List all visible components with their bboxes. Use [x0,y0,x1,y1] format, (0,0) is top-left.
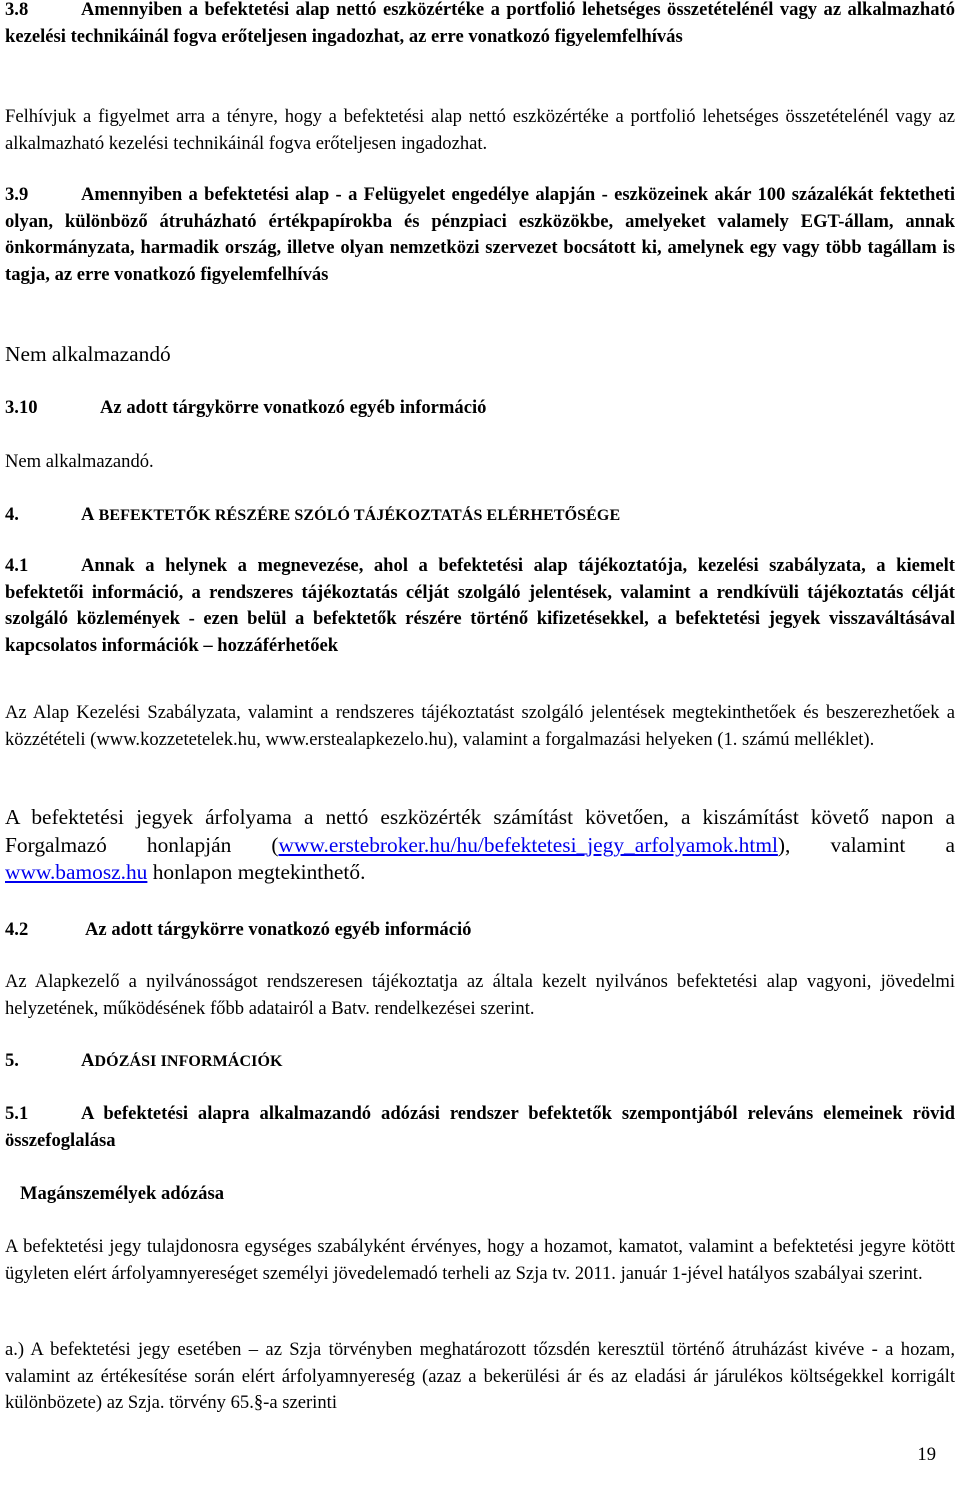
section-number: 4.1 [5,555,29,576]
section-5-1-text: A befektetési jegy tulajdonosra egységes szabályként érvényes, hogy a hozamot, kamatot, valamint a befektetési jegyre kötött ügyleten elért árfolyamnyereséget személyi jövedelemadó terheli az Szja tv. 2011. január 1-jével hatályos szabályai szerint. [5,1236,955,1284]
section-4-1-text: Az Alap Kezelési Szabályzata, valamint a rendszeres tájékoztatást szolgáló jelentések megtekinthetőek és beszerezhetőek a közzétételi (www.kozzetetelek.hu, www.erstealapkezelo.hu), valamint a forgalmazási helyeken (1. számú melléklet). [5,702,955,750]
section-number: 4. [5,504,19,525]
section-4-2-heading [5,917,955,944]
section-3-9-heading [5,182,955,288]
section-title: A befektetési alapra alkalmazandó adózási rendszer befektetők szempontjából releváns elemeinek rövid összefoglalása [5,1103,955,1151]
page-number: 19 [917,1444,936,1465]
section-3-10-text: Nem alkalmazandó. [5,451,154,472]
section-title: A BEFEKTETŐK RÉSZÉRE SZÓLÓ TÁJÉKOZTATÁS ELÉRHETŐSÉGE [81,504,621,525]
section-4-heading [5,502,955,530]
section-5-heading [5,1048,955,1076]
section-4-1-heading [5,553,955,659]
bamosz-link[interactable]: www.bamosz.hu [5,860,148,885]
section-title: Annak a helynek a megnevezése, ahol a befektetési alap tájékoztatója, kezelési szabályzata, a kiemelt befektetői információ, a rendszeres tájékoztatás célját szolgáló jelentések, valamint a rendkívüli tájékoztatás célját szolgáló közlemények - ezen belül a befektetők részére történő kifizetésekkel, a befektetési jegyek visszaváltásával kapcsolatos információk – hozzáférhetőek [5,555,955,656]
section-title: Amennyiben a befektetési alap nettó eszközértéke a portfolió lehetséges összetételénél vagy az alkalmazható kezelési technikáinál fogva erőteljesen ingadozhat, az erre vonatkozó figyelemfelhívás [5,0,955,47]
section-3-9-text: Nem alkalmazandó [5,342,171,366]
section-number: 5. [5,1050,19,1071]
section-3-8-text: Felhívjuk a figyelmet arra a tényre, hogy a befektetési alap nettó eszközértéke a portfolió lehetséges összetételénél vagy az alkalmazható kezelési technikáinál fogva erőteljesen ingadozhat. [5,106,955,154]
section-5-1-text-a: a.) A befektetési jegy esetében – az Szja törvényben meghatározott tőzsdén keresztül történő átruházást kivéve - a hozam, valamint az értékesítése során elért árfolyamnyereség (azaz a bekerülési ár és az eladási ár járulékos költségekkel korrigált különbözete) az Szja. törvény 65.§-a szerinti [5,1339,955,1414]
section-3-8-heading [5,0,955,50]
section-number: 3.9 [5,184,29,205]
section-title: ADÓZÁSI INFORMÁCIÓK [81,1050,283,1071]
section-number: 5.1 [5,1103,29,1124]
section-number: 3.8 [5,0,29,20]
section-5-1-subheading: Magánszemélyek adózása [20,1183,224,1204]
section-4-2-text: Az Alapkezelő a nyilvánosságot rendszeresen tájékoztatja az általa kezelt nyilvános befektetési alap vagyoni, jövedelmi helyzetének, működésének főbb adatairól a Batv. rendelkezései szerint. [5,971,955,1019]
section-5-1-heading [5,1101,955,1154]
section-number: 3.10 [5,397,38,418]
section-3-10-heading [5,395,955,422]
section-title: Az adott tárgykörre vonatkozó egyéb információ [85,919,472,940]
section-title: Amennyiben a befektetési alap - a Felügyelet engedélye alapján - eszközeinek akár 100 százalékát fektetheti olyan, különböző átruházható értékpapírokba és pénzpiaci eszközökbe, amelyeket valamely EGT-állam, annak önkormányzata, harmadik ország, illetve olyan nemzetközi szervezet bocsátott ki, amelynek egy vagy több tagállam is tagja, az erre vonatkozó figyelemfelhívás [5,184,955,285]
section-title: Az adott tárgykörre vonatkozó egyéb információ [100,397,487,418]
erstebroker-link[interactable]: www.erstebroker.hu/hu/befektetesi_jegy_arfolyamok.html [278,832,778,857]
section-4-1-rates-paragraph: A befektetési jegyek árfolyama a nettó eszközérték számítást követően, a kiszámítást követő napon a Forgalmazó honlapján (www.erstebroker.hu/hu/befektetesi_jegy_arfolyamok.html), valamint a www.bamosz.hu honlapon megtekinthető. [5,805,955,885]
section-number: 4.2 [5,919,29,940]
